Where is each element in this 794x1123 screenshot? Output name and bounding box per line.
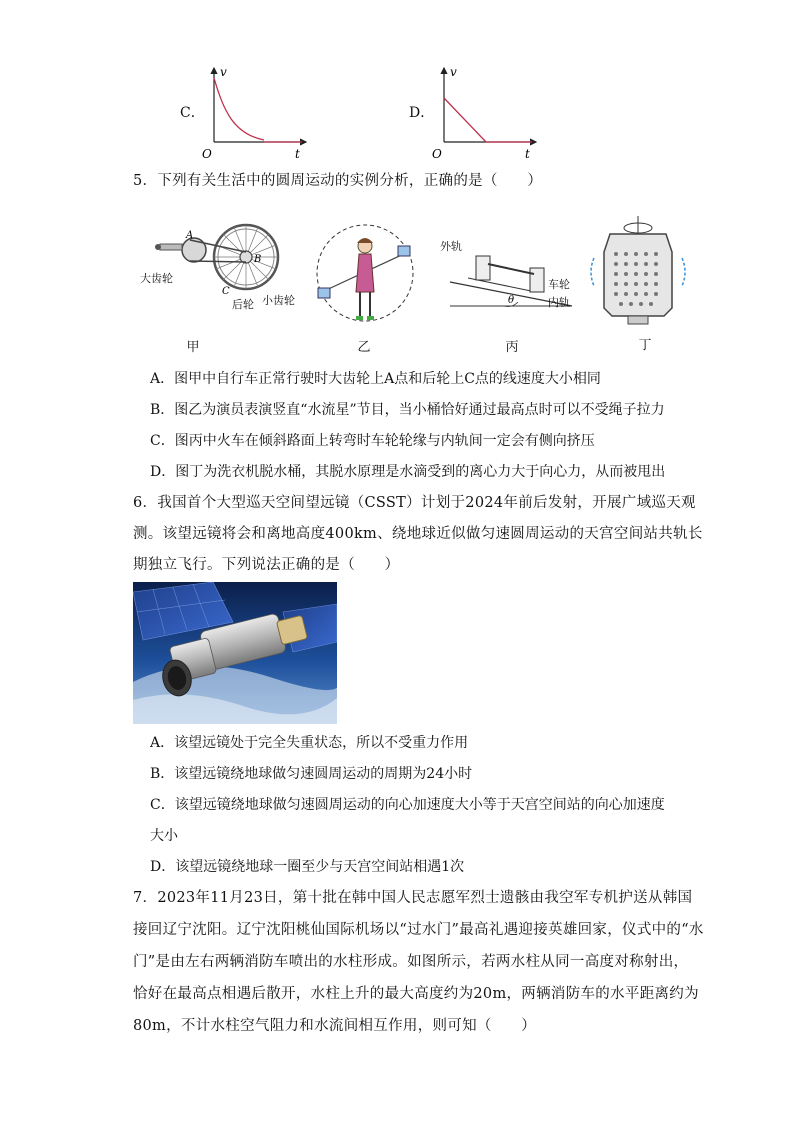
label-rear-wheel: 后轮 <box>232 298 254 311</box>
q6-option-b: B．该望远镜绕地球做匀速圆周运动的周期为24小时 <box>150 766 473 782</box>
label-small-gear: 小齿轮 <box>262 294 295 307</box>
question-6-stem-line-3: 期独立飞行。下列说法正确的是（ ） <box>133 557 400 573</box>
q5-option-b: B．图乙为演员表演竖直“水流星”节目，当小桶恰好通过最高点时可以不受绳子拉力 <box>150 402 665 418</box>
q6-option-a: A．该望远镜处于完全失重状态，所以不受重力作用 <box>150 735 469 751</box>
label-inner-rail: 内轨 <box>548 296 570 309</box>
point-a: A <box>186 230 194 241</box>
telescope-image <box>133 582 337 724</box>
caption-yi: 乙 <box>357 340 371 355</box>
figure-ding-spin-drum <box>586 212 690 330</box>
question-6-stem-line-2: 测。该望远镜将会和离地高度400km、绕地球近似做匀速圆周运动的天宫空间站共轨长 <box>133 526 703 542</box>
q6-option-c-cont: 大小 <box>150 828 178 844</box>
axis-v-label: v <box>450 65 457 79</box>
option-c-label: C． <box>180 105 205 121</box>
axis-t-label: t <box>295 147 300 161</box>
label-big-gear: 大齿轮 <box>140 272 173 285</box>
caption-ding: 丁 <box>638 338 652 353</box>
angle-theta: θ <box>508 295 515 306</box>
label-wheel: 车轮 <box>548 278 570 291</box>
question-6-stem-line-1: 6．我国首个大型巡天空间望远镜（CSST）计划于2024年前后发射，开展广域巡天观 <box>133 495 696 511</box>
question-5-stem: 5．下列有关生活中的圆周运动的实例分析，正确的是（ ） <box>133 173 543 189</box>
axis-t-label: t <box>525 147 530 161</box>
point-b: B <box>254 254 262 265</box>
figure-yi-water-meteor <box>310 218 420 330</box>
question-7-stem-line-1: 7．2023年11月23日，第十批在韩中国人民志愿军烈士遗骸由我空军专机护送从韩国 <box>133 890 693 906</box>
caption-jia: 甲 <box>186 340 200 355</box>
q5-option-a: A．图甲中自行车正常行驶时大齿轮上A点和后轮上C点的线速度大小相同 <box>150 371 601 387</box>
origin-label: O <box>202 147 212 161</box>
option-d-label: D． <box>409 105 435 121</box>
graph-option-c <box>200 62 310 162</box>
question-7-stem-line-4: 恰好在最高点相遇后散开，水柱上升的最大高度约为20m，两辆消防车的水平距离约为 <box>133 986 699 1002</box>
question-7-stem-line-2: 接回辽宁沈阳。辽宁沈阳桃仙国际机场以“过水门”最高礼遇迎接英雄回家，仪式中的“水 <box>133 922 704 938</box>
q5-option-c: C．图丙中火车在倾斜路面上转弯时车轮轮缘与内轨间一定会有侧向挤压 <box>150 433 595 449</box>
axis-v-label: v <box>220 65 227 79</box>
origin-label: O <box>432 147 442 161</box>
graph-option-d <box>430 62 540 162</box>
caption-bing: 丙 <box>505 340 519 355</box>
q6-option-c: C．该望远镜绕地球做匀速圆周运动的向心加速度大小等于天宫空间站的向心加速度 <box>150 797 665 813</box>
point-c: C <box>222 286 230 297</box>
question-7-stem-line-5: 80m，不计水柱空气阻力和水流间相互作用，则可知（ ） <box>133 1018 537 1034</box>
label-outer-rail: 外轨 <box>440 240 462 253</box>
question-7-stem-line-3: 门”是由左右两辆消防车喷出的水柱形成。如图所示，若两水柱从同一高度对称射出， <box>133 954 689 970</box>
q5-option-d: D．图丁为洗衣机脱水桶，其脱水原理是水滴受到的离心力大于向心力，从而被甩出 <box>150 464 666 480</box>
q6-option-d: D．该望远镜绕地球一圈至少与天宫空间站相遇1次 <box>150 859 465 875</box>
